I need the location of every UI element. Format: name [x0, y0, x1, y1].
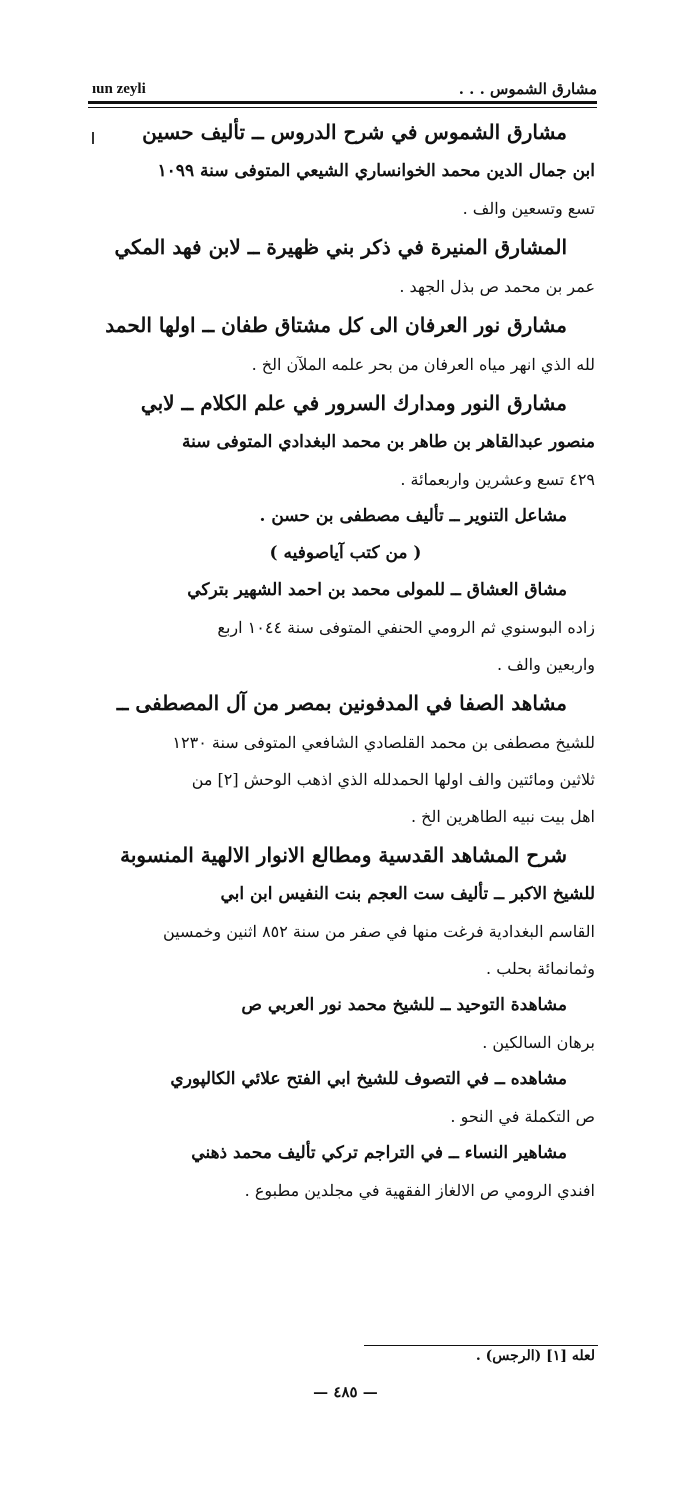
text-line: ص التكملة في النحو .	[450, 1107, 595, 1126]
header-entry-range: مشارق الشموس . . .	[458, 80, 597, 98]
text-line: مشاق العشاق ــ للمولى محمد بن احمد الشهير بتركي	[187, 580, 567, 600]
text-line: افندي الرومي ص الالغاز الفقهية في مجلدين مطبوع .	[244, 1181, 595, 1200]
text-line: وثمانمائة بحلب .	[486, 959, 595, 978]
margin-mark	[92, 132, 94, 144]
footnote-rule	[364, 1345, 598, 1346]
text-line: مشاهدة التوحيد ــ للشيخ محمد نور العربي ص	[241, 995, 567, 1015]
text-line: للشيخ مصطفى بن محمد القلصادي الشافعي المتوفى سنة ١٢٣٠	[172, 733, 595, 752]
text-line: ابن جمال الدين محمد الخوانساري الشيعي المتوفى سنة ١٠٩٩	[157, 161, 595, 181]
text-line: اهل بيت نبيه الطاهرين الخ .	[410, 807, 595, 826]
page-number: — ٤٨٥ —	[313, 1383, 378, 1401]
text-line: مشاهده ــ في التصوف للشيخ ابي الفتح علائي الكالپوري	[170, 1069, 567, 1089]
text-line: القاسم البغدادية فرغت منها في صفر من سنة ٨٥٢ اثنين وخمسين	[163, 922, 595, 941]
text-line: ( من كتب آياصوفيه )	[269, 543, 422, 563]
text-line: مشاعل التنوير ــ تأليف مصطفى بن حسن .	[259, 506, 567, 526]
text-line: تسع وتسعين والف .	[462, 199, 595, 218]
text-line: ثلاثين ومائتين والف اولها الحمدلله الذي اذهب الوحش [٢] من	[191, 770, 595, 789]
text-line: المشارق المنيرة في ذكر بني ظهيرة ــ لابن فهد المكي	[114, 235, 567, 259]
text-line: مشارق نور العرفان الى كل مشتاق طفان ــ اولها الحمد	[105, 313, 567, 337]
header-rule-thin	[88, 107, 597, 108]
text-line: واربعين والف .	[497, 655, 595, 674]
running-header	[92, 74, 597, 98]
text-line: مشارق النور ومدارك السرور في علم الكلام ــ لابي	[140, 391, 567, 415]
text-line: برهان السالكين .	[482, 1033, 595, 1052]
text-line: شرح المشاهد القدسية ومطالع الانوار الالهية المنسوبة	[120, 843, 567, 867]
text-line: مشاهير النساء ــ في التراجم تركي تأليف محمد ذهني	[191, 1143, 567, 1163]
text-line: زاده البوسنوي ثم الرومي الحنفي المتوفى سنة ١٠٤٤ اربع	[217, 618, 595, 637]
text-line: لله الذي انهر مياه العرفان من بحر علمه الملآن الخ .	[251, 355, 595, 374]
header-rule-thick	[88, 101, 597, 104]
text-line: عمر بن محمد ص بذل الجهد .	[399, 277, 595, 296]
footnote: لعله [١] (الرجس) .	[475, 1348, 595, 1364]
text-line: مشاهد الصفا في المدفونين بمصر من آل المصطفى ــ	[116, 691, 567, 715]
entries-body	[96, 112, 595, 1209]
header-series-title: ıun zeyli	[92, 81, 146, 97]
text-line: ٤٢٩ تسع وعشرين واربعمائة .	[400, 470, 595, 489]
text-line: للشيخ الاكبر ــ تأليف ست العجم بنت النفيس ابن ابي	[220, 884, 595, 904]
text-line: منصور عبدالقاهر بن طاهر بن محمد البغدادي المتوفى سنة	[182, 432, 595, 452]
text-line: مشارق الشموس في شرح الدروس ــ تأليف حسين	[142, 120, 567, 144]
